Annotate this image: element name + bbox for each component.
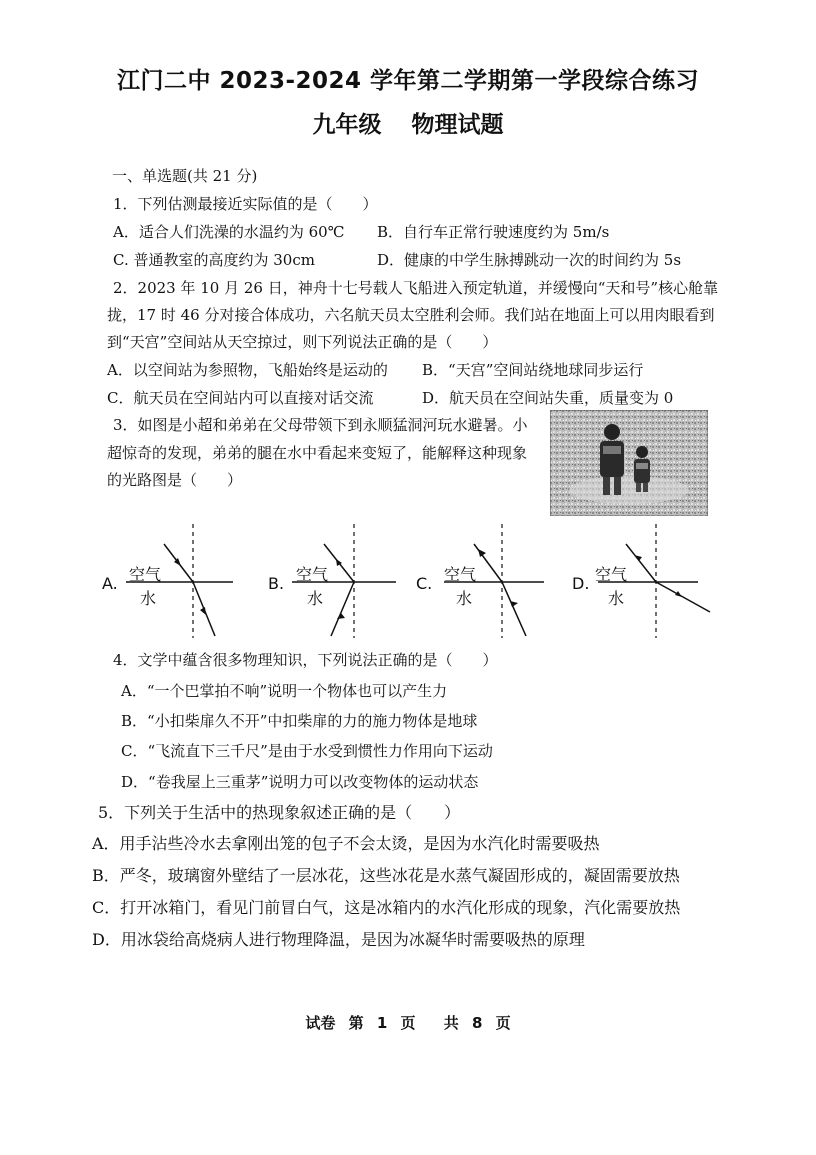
diagram-a-letter: A.	[102, 574, 118, 593]
q4-option-a: A．“一个巴掌拍不响”说明一个物体也可以产生力	[121, 682, 448, 700]
q3-stem-line3: 的光路图是（ ）	[107, 471, 243, 489]
q5-option-d: D．用冰袋给高烧病人进行物理降温，是因为冰凝华时需要吸热的原理	[92, 930, 585, 949]
diagram-b-water-label: 水	[307, 589, 324, 608]
q4-option-d: D．“卷我屋上三重茅”说明力可以改变物体的运动状态	[121, 773, 479, 791]
q2-option-a: A．以空间站为参照物，飞船始终是运动的	[107, 361, 388, 379]
section-heading: 一、单选题(共 21 分)	[112, 167, 258, 185]
q2-stem-line2: 拢，17 时 46 分对接合体成功，六名航天员太空胜利会师。我们站在地面上可以用肉眼看到	[107, 306, 715, 324]
diagram-c-air-label: 空气	[444, 565, 477, 584]
q1-stem: 1．下列估测最接近实际值的是（ ）	[113, 195, 378, 213]
q5-option-b: B．严冬，玻璃窗外壁结了一层冰花，这些冰花是水蒸气凝固形成的，凝固需要放热	[92, 866, 680, 885]
diagram-d	[570, 518, 730, 640]
q2-stem-line3: 到“天宫”空间站从天空掠过，则下列说法正确的是（ ）	[107, 333, 498, 351]
exam-subtitle: 九年级 物理试题	[312, 112, 504, 138]
diagram-b	[266, 518, 426, 640]
q1-option-b: B．自行车正常行驶速度约为 5m/s	[377, 223, 610, 241]
q1-option-c: C. 普通教室的高度约为 30cm	[113, 251, 315, 269]
diagram-c-water-label: 水	[456, 589, 473, 608]
q1-option-d: D．健康的中学生脉搏跳动一次的时间约为 5s	[377, 251, 682, 269]
q4-option-c: C．“飞流直下三千尺”是由于水受到惯性力作用向下运动	[121, 742, 493, 760]
q2-option-c: C．航天员在空间站内可以直接对话交流	[107, 389, 374, 407]
q2-option-d: D．航天员在空间站失重，质量变为 0	[422, 389, 674, 407]
q3-stem-line1: 3．如图是小超和弟弟在父母带领下到永顺猛洞河玩水避暑。小	[113, 416, 528, 434]
diagram-a	[100, 518, 260, 640]
diagram-a-air-label: 空气	[129, 565, 162, 584]
diagram-b-air-label: 空气	[296, 565, 329, 584]
diagram-d-water-label: 水	[608, 589, 625, 608]
diagram-c	[414, 518, 574, 640]
q2-stem-line1: 2．2023 年 10 月 26 日，神舟十七号载人飞船进入预定轨道，并缓慢向“天和号”核心舱靠	[113, 279, 719, 297]
q5-option-c: C．打开冰箱门，看见门前冒白气，这是冰箱内的水汽化形成的现象，汽化需要放热	[92, 898, 681, 917]
diagram-a-water-label: 水	[140, 589, 157, 608]
diagram-d-air-label: 空气	[595, 565, 628, 584]
diagram-c-letter: C.	[416, 574, 433, 593]
exam-title: 江门二中 2023-2024 学年第二学期第一学段综合练习	[116, 68, 700, 94]
page-footer: 试卷 第 1 页 共 8 页	[305, 1014, 511, 1032]
q1-option-a: A．适合人们洗澡的水温约为 60℃	[113, 223, 345, 241]
q2-option-b: B．“天宫”空间站绕地球同步运行	[422, 361, 644, 379]
q4-option-b: B．“小扣柴扉久不开”中扣柴扉的力的施力物体是地球	[121, 712, 478, 730]
q5-option-a: A．用手沾些冷水去拿刚出笼的包子不会太烫，是因为水汽化时需要吸热	[92, 834, 600, 853]
diagram-b-letter: B.	[268, 574, 285, 593]
diagram-d-letter: D.	[572, 574, 590, 593]
river-photo	[550, 410, 708, 516]
q5-stem: 5．下列关于生活中的热现象叙述正确的是（ ）	[98, 803, 461, 822]
q4-stem: 4．文学中蕴含很多物理知识，下列说法正确的是（ ）	[113, 651, 498, 669]
q3-stem-line2: 超惊奇的发现，弟弟的腿在水中看起来变短了，能解释这种现象	[107, 444, 528, 462]
